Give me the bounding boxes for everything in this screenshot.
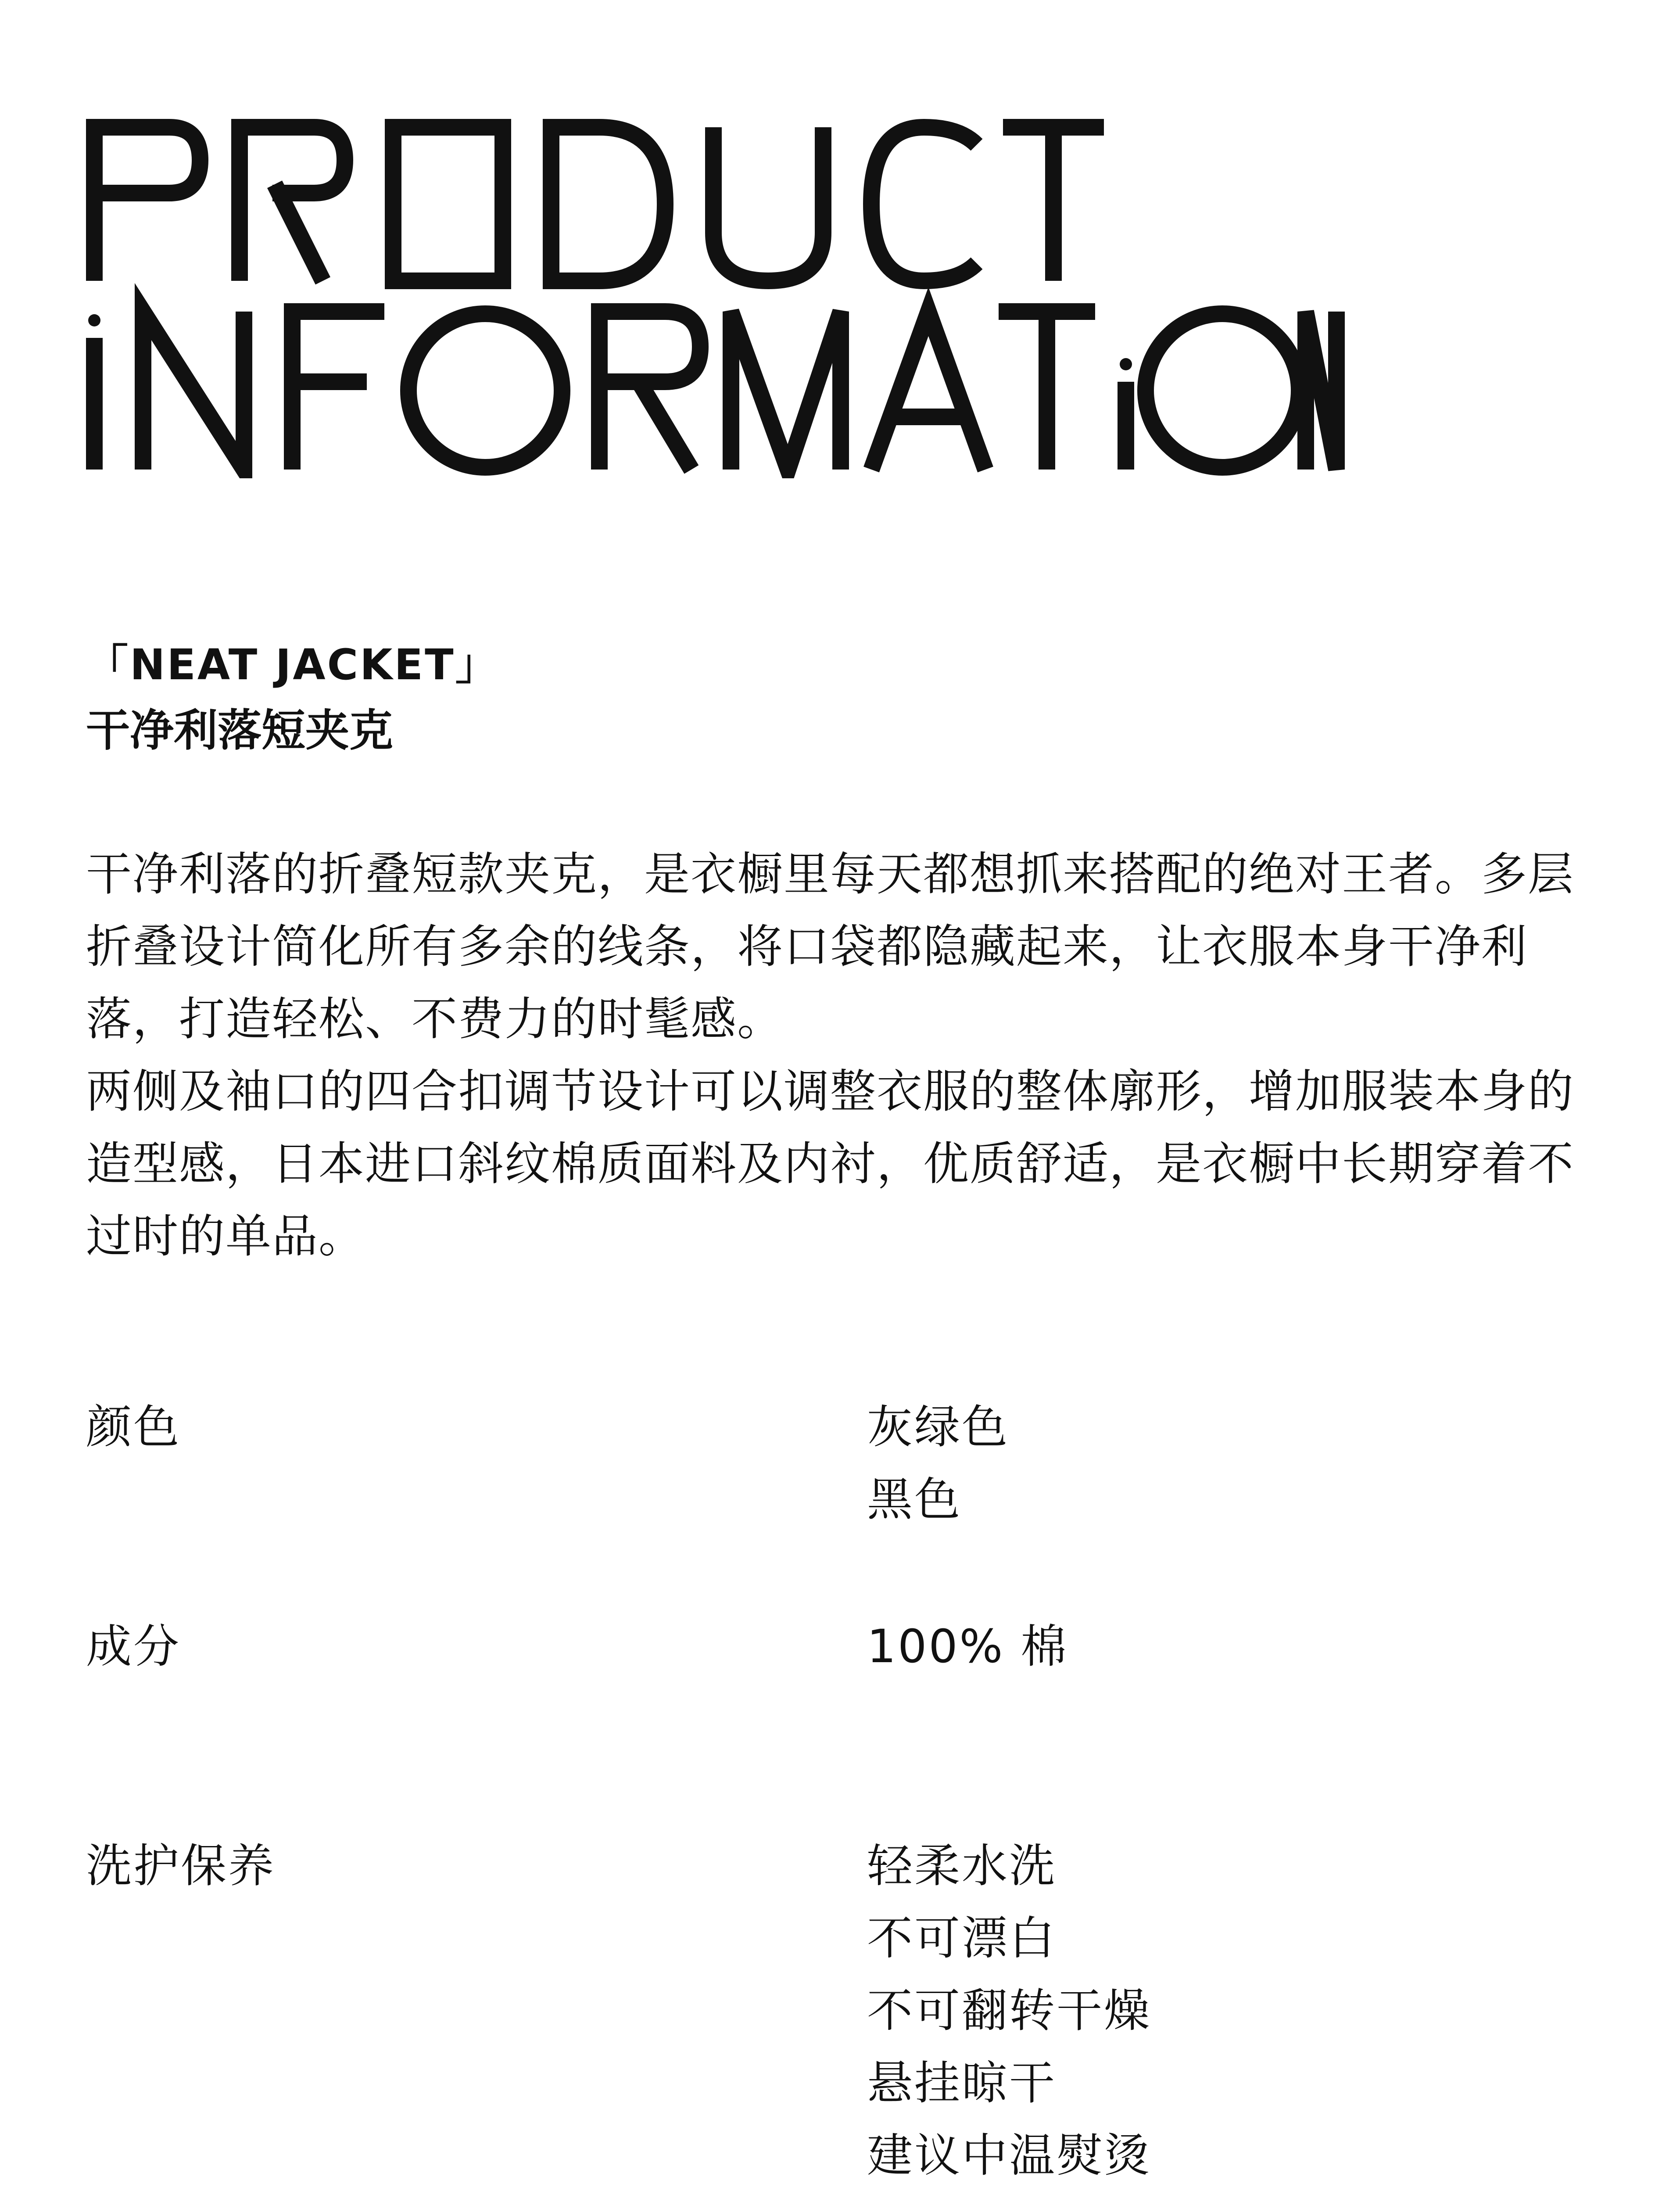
care-instruction: 轻柔水洗 [867, 1839, 1057, 1893]
care-instruction: 建议中温熨烫 [867, 2129, 1152, 2182]
product-description [86, 838, 1604, 1273]
color-value: 灰绿色 [867, 1400, 1010, 1454]
spec-row-color [86, 1391, 1604, 1610]
product-name-cn: 干净利落短夹克 [86, 705, 393, 756]
care-instruction: 不可漂白 [867, 1911, 1057, 1965]
spec-values-care [867, 1830, 1604, 2194]
spec-values-material [867, 1610, 1604, 1830]
spec-table [86, 1391, 1604, 2194]
spec-values-color [867, 1391, 1604, 1610]
spec-label-care: 洗护保养 [86, 1839, 276, 1893]
spec-label-color: 颜色 [86, 1400, 181, 1454]
product-title [86, 632, 1227, 764]
description-paragraph: 两侧及袖口的四合扣调节设计可以调整衣服的整体廓形，增加服装本身的造型感，日本进口斜纹棉质面料及内衬，优质舒适，是衣橱中长期穿着不过时的单品。 [86, 1065, 1575, 1263]
headline-line-2 [88, 312, 1336, 470]
care-instruction: 悬挂晾干 [867, 2056, 1057, 2110]
spec-row-care [86, 1830, 1604, 2194]
product-name-en: 「NEAT JACKET」 [86, 640, 499, 689]
spec-row-material [86, 1610, 1604, 1830]
color-value: 黑色 [867, 1473, 962, 1526]
care-instruction [867, 2192, 1604, 2194]
description-paragraph: 干净利落的折叠短款夹克，是衣橱里每天都想抓来搭配的绝对王者。多层折叠设计简化所有多余的线条，将口袋都隐藏起来，让衣服本身干净利落，打造轻松、不费力的时髦感。 [86, 847, 1575, 1046]
headline-wordmark [86, 118, 1358, 478]
material-value: 100% 棉 [867, 1620, 1068, 1673]
care-instruction: 不可翻转干燥 [867, 1984, 1152, 2037]
page-headline [86, 118, 1358, 478]
spec-label-material: 成分 [86, 1620, 181, 1673]
headline-line-1 [94, 127, 1104, 281]
